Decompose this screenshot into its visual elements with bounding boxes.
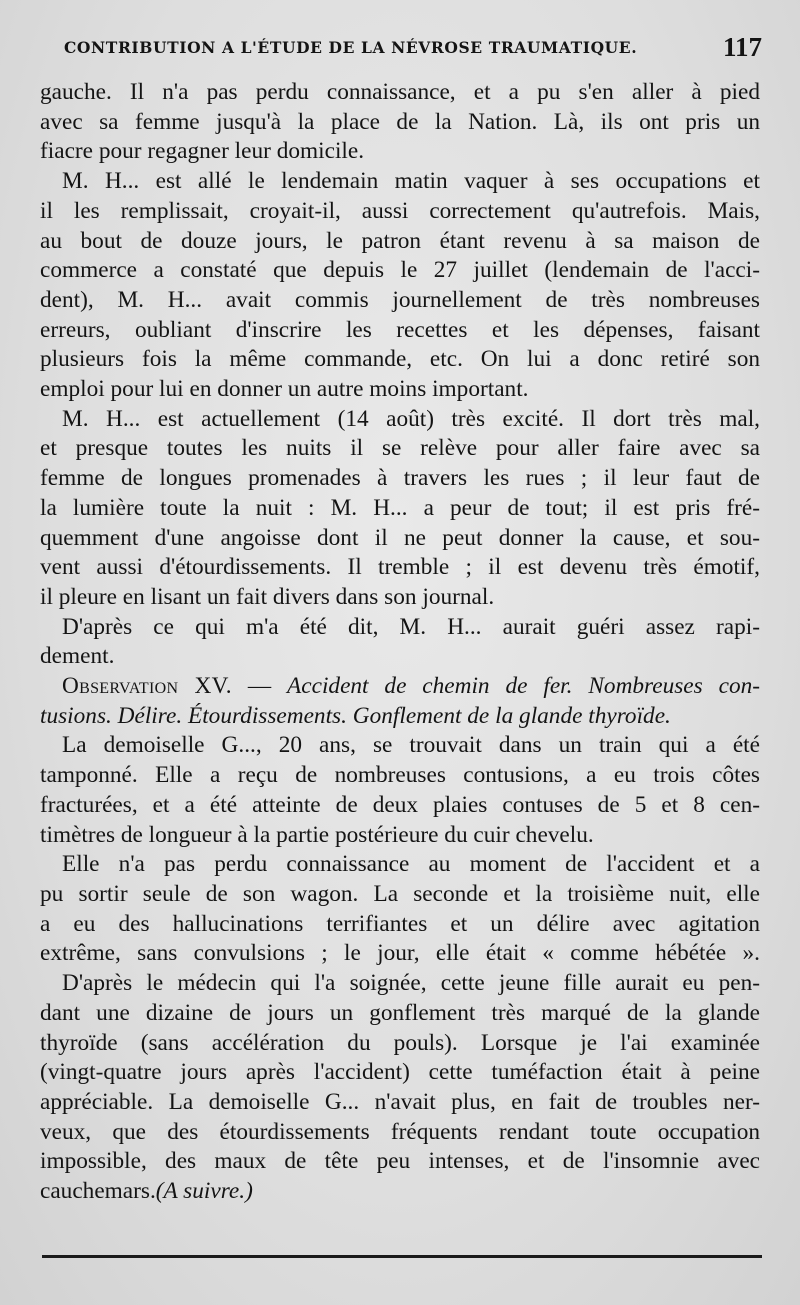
text-line: (vingt-quatre jours après l'accident) cette tuméfaction était à peine: [40, 1059, 760, 1086]
text-line: fiacre pour regagner leur domicile.: [40, 138, 365, 165]
page-body: [40, 78, 760, 1207]
text-line: dent), M. H... avait commis journellement de très nombreuses: [40, 286, 760, 313]
last-word: cauchemars.: [40, 1178, 156, 1205]
observation-title-continued: tusions. Délire. Étourdissements. Gonflement de la glande thyroïde.: [40, 702, 671, 729]
text-line: emploi pour lui en donner un autre moins important.: [40, 376, 529, 403]
paragraph: [40, 969, 760, 1207]
text-line: il les remplissait, croyait-il, aussi correctement qu'autrefois. Mais,: [40, 197, 760, 224]
page-header: [64, 30, 762, 66]
text-line: erreurs, oubliant d'inscrire les recettes et les dépenses, faisant: [40, 316, 760, 343]
text-line: thyroïde (sans accélération du pouls). Lorsque je l'ai examinée: [40, 1029, 760, 1056]
text-line: veux, que des étourdissements fréquents rendant toute occupation: [40, 1118, 760, 1145]
closing-line: [40, 1177, 760, 1207]
text-line: impossible, des maux de tête peu intenses, et de l'insomnie avec: [40, 1148, 760, 1175]
text-line: dant une dizaine de jours un gonflement très marqué de la glande: [40, 999, 760, 1026]
text-line: dement.: [40, 643, 115, 670]
paragraph: [40, 405, 760, 613]
text-line: et presque toutes les nuits il se relève pour aller faire avec sa: [40, 435, 760, 462]
running-title: CONTRIBUTION A L'ÉTUDE DE LA NÉVROSE TRAUMATIQUE.: [64, 38, 638, 57]
text-line: gauche. Il n'a pas perdu connaissance, et a pu s'en aller à pied: [40, 79, 760, 105]
text-line: appréciable. La demoiselle G... n'avait plus, en fait de troubles ner-: [40, 1088, 760, 1115]
to-be-continued: (A suivre.): [155, 1178, 253, 1205]
text-line: vent aussi d'étourdissements. Il tremble ; il est devenu très émotif,: [40, 554, 760, 581]
text-line: fracturées, et a été atteinte de deux plaies contuses de 5 et 8 cen-: [40, 791, 760, 818]
observation-dash: —: [231, 673, 288, 700]
text-line: femme de longues promenades à travers les rues ; il leur faut de: [40, 465, 760, 492]
text-line: M. H... est actuellement (14 août) très excité. Il dort très mal,: [62, 405, 760, 432]
text-line: commerce a constaté que depuis le 27 juillet (lendemain de l'acci-: [40, 257, 760, 284]
text-line: au bout de douze jours, le patron étant revenu à sa maison de: [40, 227, 760, 254]
text-line: quemment d'une angoisse dont il ne peut donner la cause, et sou-: [40, 524, 760, 551]
text-line: D'après le médecin qui l'a soignée, cette jeune fille aurait eu pen-: [62, 970, 760, 997]
text-line: a eu des hallucinations terrifiantes et un délire avec agitation: [40, 910, 760, 937]
text-line: pu sortir seule de son wagon. La seconde et la troisième nuit, elle: [40, 880, 760, 907]
text-line: M. H... est allé le lendemain matin vaquer à ses occupations et: [62, 168, 760, 195]
text-line: la lumière toute la nuit : M. H... a peur de tout; il est pris fré-: [40, 494, 760, 521]
text-line: il pleure en lisant un fait divers dans son journal.: [40, 583, 495, 610]
page-number: 117: [722, 32, 762, 62]
observation-heading-line: [40, 672, 760, 702]
text-line: timètres de longueur à la partie postérieure du cuir chevelu.: [40, 821, 594, 848]
text-line: Elle n'a pas perdu connaissance au moment de l'accident et a: [62, 851, 760, 878]
observation-title: Accident de chemin de fer. Nombreuses con-: [287, 673, 761, 700]
text-line: avec sa femme jusqu'à la place de la Nation. Là, ils ont pris un: [40, 108, 760, 135]
text-line: D'après ce qui m'a été dit, M. H... aurait guéri assez rapi-: [62, 613, 760, 640]
footnote-rule: [42, 1255, 762, 1258]
text-line: extrême, sans convulsions ; le jour, elle était « comme hébétée ».: [40, 940, 760, 967]
observation-heading: [40, 672, 760, 731]
text-line: tamponné. Elle a reçu de nombreuses contusions, a eu trois côtes: [40, 762, 760, 789]
text-line: plusieurs fois la même commande, etc. On lui a donc retiré son: [40, 346, 760, 373]
paragraph: [40, 850, 760, 969]
paragraph: [40, 731, 760, 850]
observation-label: Observation XV.: [62, 673, 232, 700]
paragraph: [40, 613, 760, 672]
text-line: La demoiselle G..., 20 ans, se trouvait dans un train qui a été: [62, 732, 760, 759]
paragraph: [40, 167, 760, 405]
paragraph: [40, 78, 760, 167]
